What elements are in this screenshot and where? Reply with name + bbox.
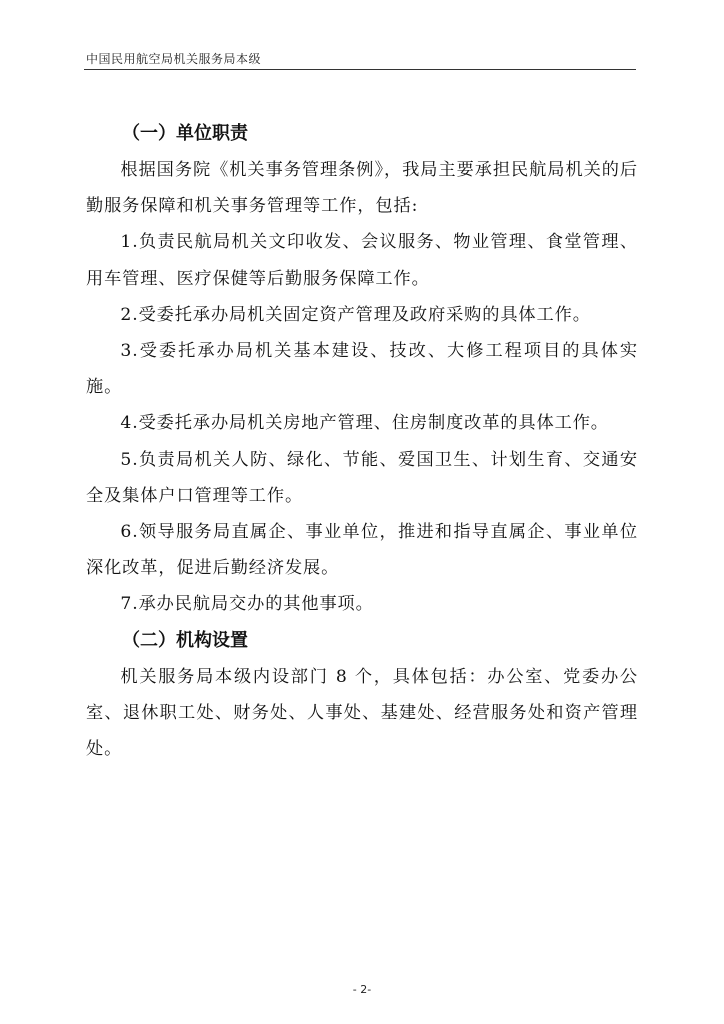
- paragraph-item-1: 1.负责民航局机关文印收发、会议服务、物业管理、食堂管理、用车管理、医疗保健等后勤服务保障工作。: [86, 232, 638, 289]
- section-heading-responsibilities: （一）单位职责: [122, 123, 248, 144]
- header-divider: [84, 69, 636, 70]
- paragraph-intro: 根据国务院《机关事务管理条例》，我局主要承担民航局机关的后勤服务保障和机关事务管理等工作，包括:: [86, 160, 638, 217]
- paragraph-item-2: 2.受委托承办局机关固定资产管理及政府采购的具体工作。: [120, 304, 591, 325]
- page-number: - 2-: [352, 983, 372, 996]
- paragraph-item-5: 5.负责局机关人防、绿化、节能、爱国卫生、计划生育、交通安全及集体户口管理等工作。: [86, 449, 638, 506]
- paragraph-item-3: 3.受委托承办局机关基本建设、技改、大修工程项目的具体实施。: [86, 341, 638, 398]
- paragraph-item-6: 6.领导服务局直属企、事业单位，推进和指导直属企、事业单位深化改革，促进后勤经济发展。: [86, 522, 638, 579]
- running-header: 中国民用航空局机关服务局本级: [86, 52, 262, 66]
- paragraph-item-4: 4.受委托承办局机关房地产管理、住房制度改革的具体工作。: [120, 413, 609, 434]
- page-body: [86, 116, 638, 767]
- section-heading-organization: （二）机构设置: [122, 629, 248, 651]
- paragraph-organization: 机关服务局本级内设部门 8 个，具体包括：办公室、党委办公室、退休职工处、财务处、人事处、基建处、经营服务处和资产管理处。: [86, 666, 638, 760]
- paragraph-item-7: 7.承办民航局交办的其他事项。: [120, 594, 374, 615]
